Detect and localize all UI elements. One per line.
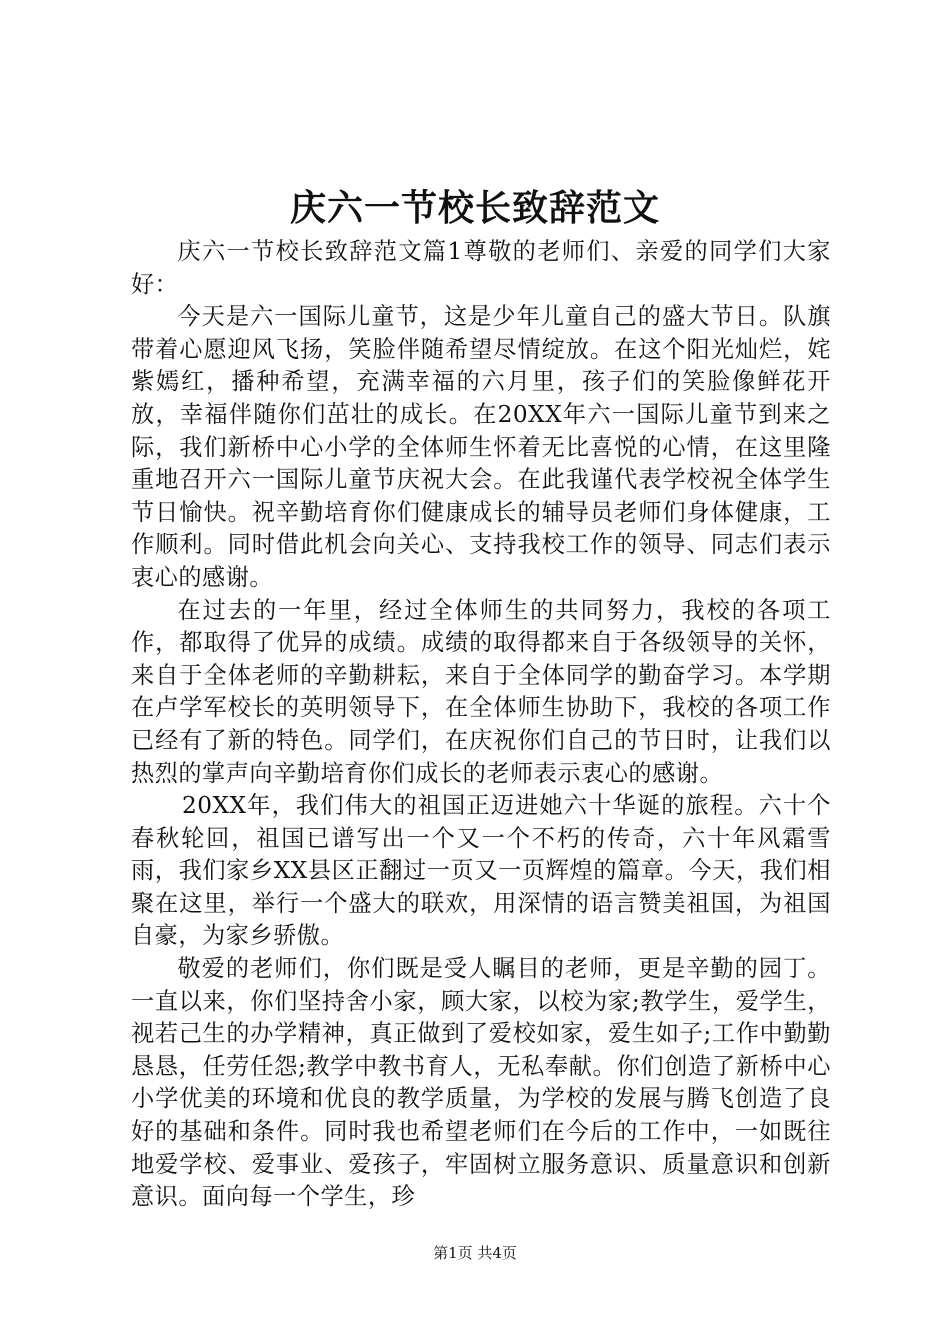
document-title: 庆六一节校长致辞范文 [289,187,660,229]
paragraph-intro: 庆六一节校长致辞范文篇1尊敬的老师们、亲爱的同学们大家好： [131,238,831,298]
paragraph-motherland: 20XX年，我们伟大的祖国正迈进她六十华诞的旅程。六十个春秋轮回，祖国已谱写出一个又一个不朽的传奇，六十年风霜雪雨，我们家乡XX县区正翻过一页又一页辉煌的篇章。今天，我们相聚在这里，举行一个盛大的联欢，用深情的语言赞美祖国，为祖国自豪，为家乡骄傲。 [131,792,831,950]
paragraph-teachers: 敬爱的老师们，你们既是受人瞩目的老师，更是辛勤的园丁。一直以来，你们坚持舍小家，顾大家，以校为家;教学生，爱学生，视若己生的办学精神，真正做到了爱校如家，爱生如子;工作中勤勤恳恳，任劳任怨;教学中教书育人，无私奉献。你们创造了新桥中心小学优美的环境和优良的教学质量，为学校的发展与腾飞创造了良好的基础和条件。同时我也希望老师们在今后的工作中，一如既往地爱学校、爱事业、爱孩子，牢固树立服务意识、质量意识和创新意识。面向每一个学生，珍 [131,955,831,1211]
paragraph-childrens-day: 今天是六一国际儿童节，这是少年儿童自己的盛大节日。队旗带着心愿迎风飞扬，笑脸伴随希望尽情绽放。在这个阳光灿烂，姹紫嫣红，播种希望，充满幸福的六月里，孩子们的笑脸像鲜花开放，幸福伴随你们茁壮的成长。在20XX年六一国际儿童节到来之际，我们新桥中心小学的全体师生怀着无比喜悦的心情，在这里隆重地召开六一国际儿童节庆祝大会。在此我谨代表学校祝全体学生节日愉快。祝辛勤培育你们健康成长的辅导员老师们身体健康，工作顺利。同时借此机会向关心、支持我校工作的领导、同志们表示衷心的感谢。 [131,303,831,591]
document-body [131,236,831,1214]
page-number-footer: 第1页 共4页 [433,1244,517,1262]
paragraph-past-year: 在过去的一年里，经过全体师生的共同努力，我校的各项工作，都取得了优异的成绩。成绩的取得都来自于各级领导的关怀，来自于全体老师的辛勤耕耘，来自于全体同学的勤奋学习。本学期在卢学军校长的英明领导下，在全体师生协助下，我校的各项工作已经有了新的特色。同学们，在庆祝你们自己的节日时，让我们以热烈的掌声向辛勤培育你们成长的老师表示衷心的感谢。 [131,596,831,787]
